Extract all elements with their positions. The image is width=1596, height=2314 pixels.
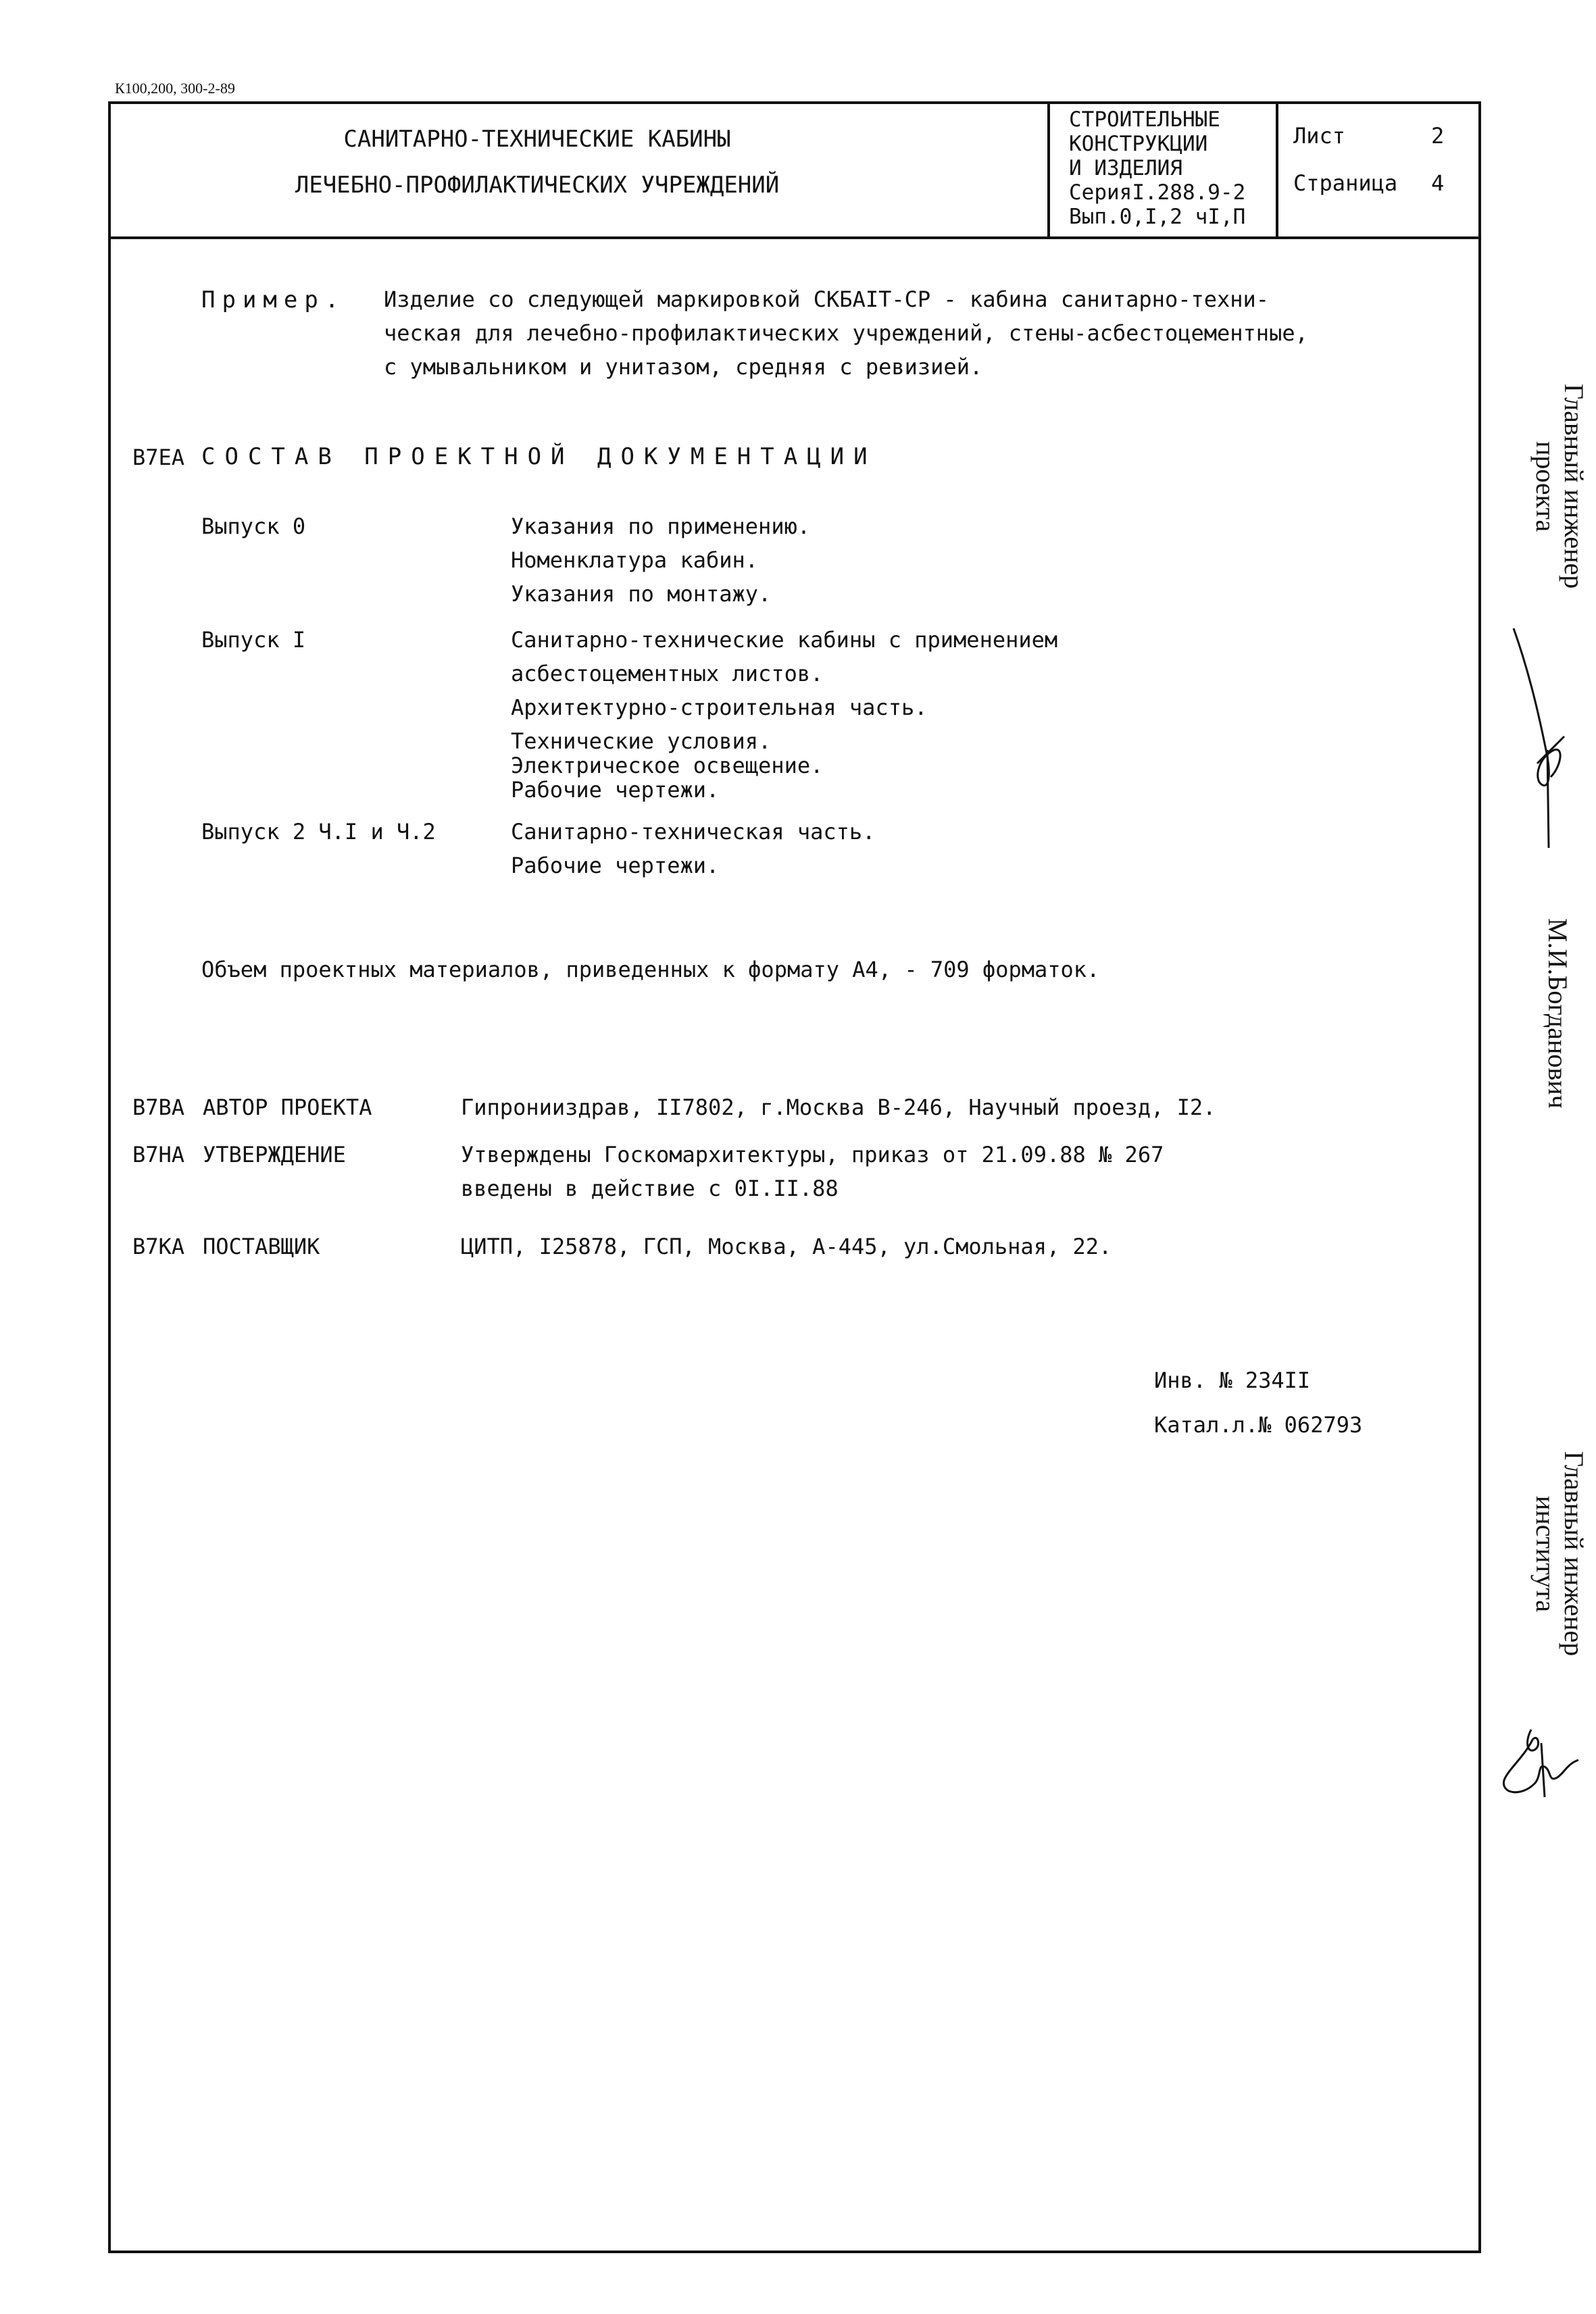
example-line-1: Изделие со следующей маркировкой СКБАIТ-СР - кабина санитарно-техни- <box>384 286 1270 312</box>
supplier-label: ПОСТАВЩИК <box>203 1234 320 1259</box>
example-line-3: с умывальником и унитазом, средняя с ревизией. <box>384 354 983 380</box>
issue-1-line-3: Архитектурно-строительная часть. <box>511 695 928 720</box>
title-line-1: САНИТАРНО-ТЕХНИЧЕСКИЕ КАБИНЫ <box>343 126 731 153</box>
chief-project-line-1: Главный инженер <box>1559 384 1589 589</box>
issue-2-name: Выпуск 2 Ч.I и Ч.2 <box>201 819 436 845</box>
section-line-1: СТРОИТЕЛЬНЫЕ <box>1069 107 1220 132</box>
approval-code: В7НА <box>132 1142 185 1167</box>
author-value: Гипронииздрав, II7802, г.Москва В-246, Научный проезд, I2. <box>461 1095 1216 1120</box>
issue-1-line-4: Технические условия. <box>511 728 772 754</box>
approval-line-2: введены в действие с 0I.II.88 <box>461 1176 839 1201</box>
issue-0-name: Выпуск 0 <box>201 513 306 539</box>
signature-institute <box>1497 1716 1585 1817</box>
issue-1-line-1: Санитарно-технические кабины с применением <box>511 627 1058 653</box>
approval-label: УТВЕРЖДЕНИЕ <box>203 1142 346 1167</box>
volume-text: Объем проектных материалов, приведенных к формату А4, - 709 форматок. <box>201 957 1100 982</box>
page-value: 4 <box>1431 170 1445 196</box>
issue-0-line-2: Номенклатура кабин. <box>511 547 759 573</box>
issue-0-line-1: Указания по применению. <box>511 513 811 539</box>
catalog-number: Катал.л.№ 062793 <box>1154 1412 1363 1438</box>
example-label: Пример. <box>201 286 346 313</box>
section-line-2: КОНСТРУКЦИИ <box>1069 132 1208 156</box>
issue-1-line-5: Электрическое освещение. <box>511 753 824 778</box>
document-code: К100,200, 300-2-89 <box>115 80 235 97</box>
title-block-column-divider-1 <box>1047 101 1050 238</box>
chief-engineer-institute-label <box>1531 1439 1588 1669</box>
supplier-value: ЦИТП, I25878, ГСП, Москва, А-445, ул.Смольная, 22. <box>461 1234 1112 1259</box>
issue-0-line-3: Указания по монтажу. <box>511 581 772 607</box>
chief-engineer-project-label <box>1531 372 1588 601</box>
section-line-5: Вып.0,I,2 чI,П <box>1069 205 1246 229</box>
approval-line-1: Утверждены Госкомархитектуры, приказ от 21.09.88 № 267 <box>461 1142 1164 1167</box>
title-block-column-divider-2 <box>1276 101 1278 238</box>
issue-1-line-2: асбестоцементных листов. <box>511 661 824 686</box>
section-line-4: СерияI.288.9-2 <box>1069 180 1246 205</box>
title-line-2: ЛЕЧЕБНО-ПРОФИЛАКТИЧЕСКИХ УЧРЕЖДЕНИЙ <box>295 172 780 199</box>
sheet-label: Лист <box>1293 123 1346 149</box>
composition-title: СОСТАВ ПРОЕКТНОЙ ДОКУМЕНТАЦИИ <box>201 443 877 470</box>
author-code: В7ВА <box>132 1095 185 1120</box>
sheet-value: 2 <box>1431 123 1445 149</box>
issue-2-line-2: Рабочие чертежи. <box>511 853 720 878</box>
supplier-code: В7КА <box>132 1234 185 1259</box>
example-line-2: ческая для лечебно-профилактических учреждений, стены-асбестоцементные, <box>384 320 1308 346</box>
page-label: Страница <box>1293 170 1398 196</box>
section-line-3: И ИЗДЕЛИЯ <box>1069 156 1182 180</box>
signature-project <box>1500 622 1581 851</box>
signer-name: М.И.Богданович <box>1543 918 1573 1109</box>
inventory-number: Инв. № 234II <box>1154 1367 1311 1393</box>
chief-project-line-2: проекта <box>1530 441 1561 532</box>
issue-2-line-1: Санитарно-техническая часть. <box>511 819 876 845</box>
issue-1-name: Выпуск I <box>201 627 306 653</box>
composition-code: В7ЕА <box>132 445 185 470</box>
chief-institute-line-1: Главный инженер <box>1559 1451 1589 1657</box>
author-label: АВТОР ПРОЕКТА <box>203 1095 372 1120</box>
chief-institute-line-2: института <box>1530 1495 1561 1613</box>
issue-1-line-6: Рабочие чертежи. <box>511 777 720 803</box>
